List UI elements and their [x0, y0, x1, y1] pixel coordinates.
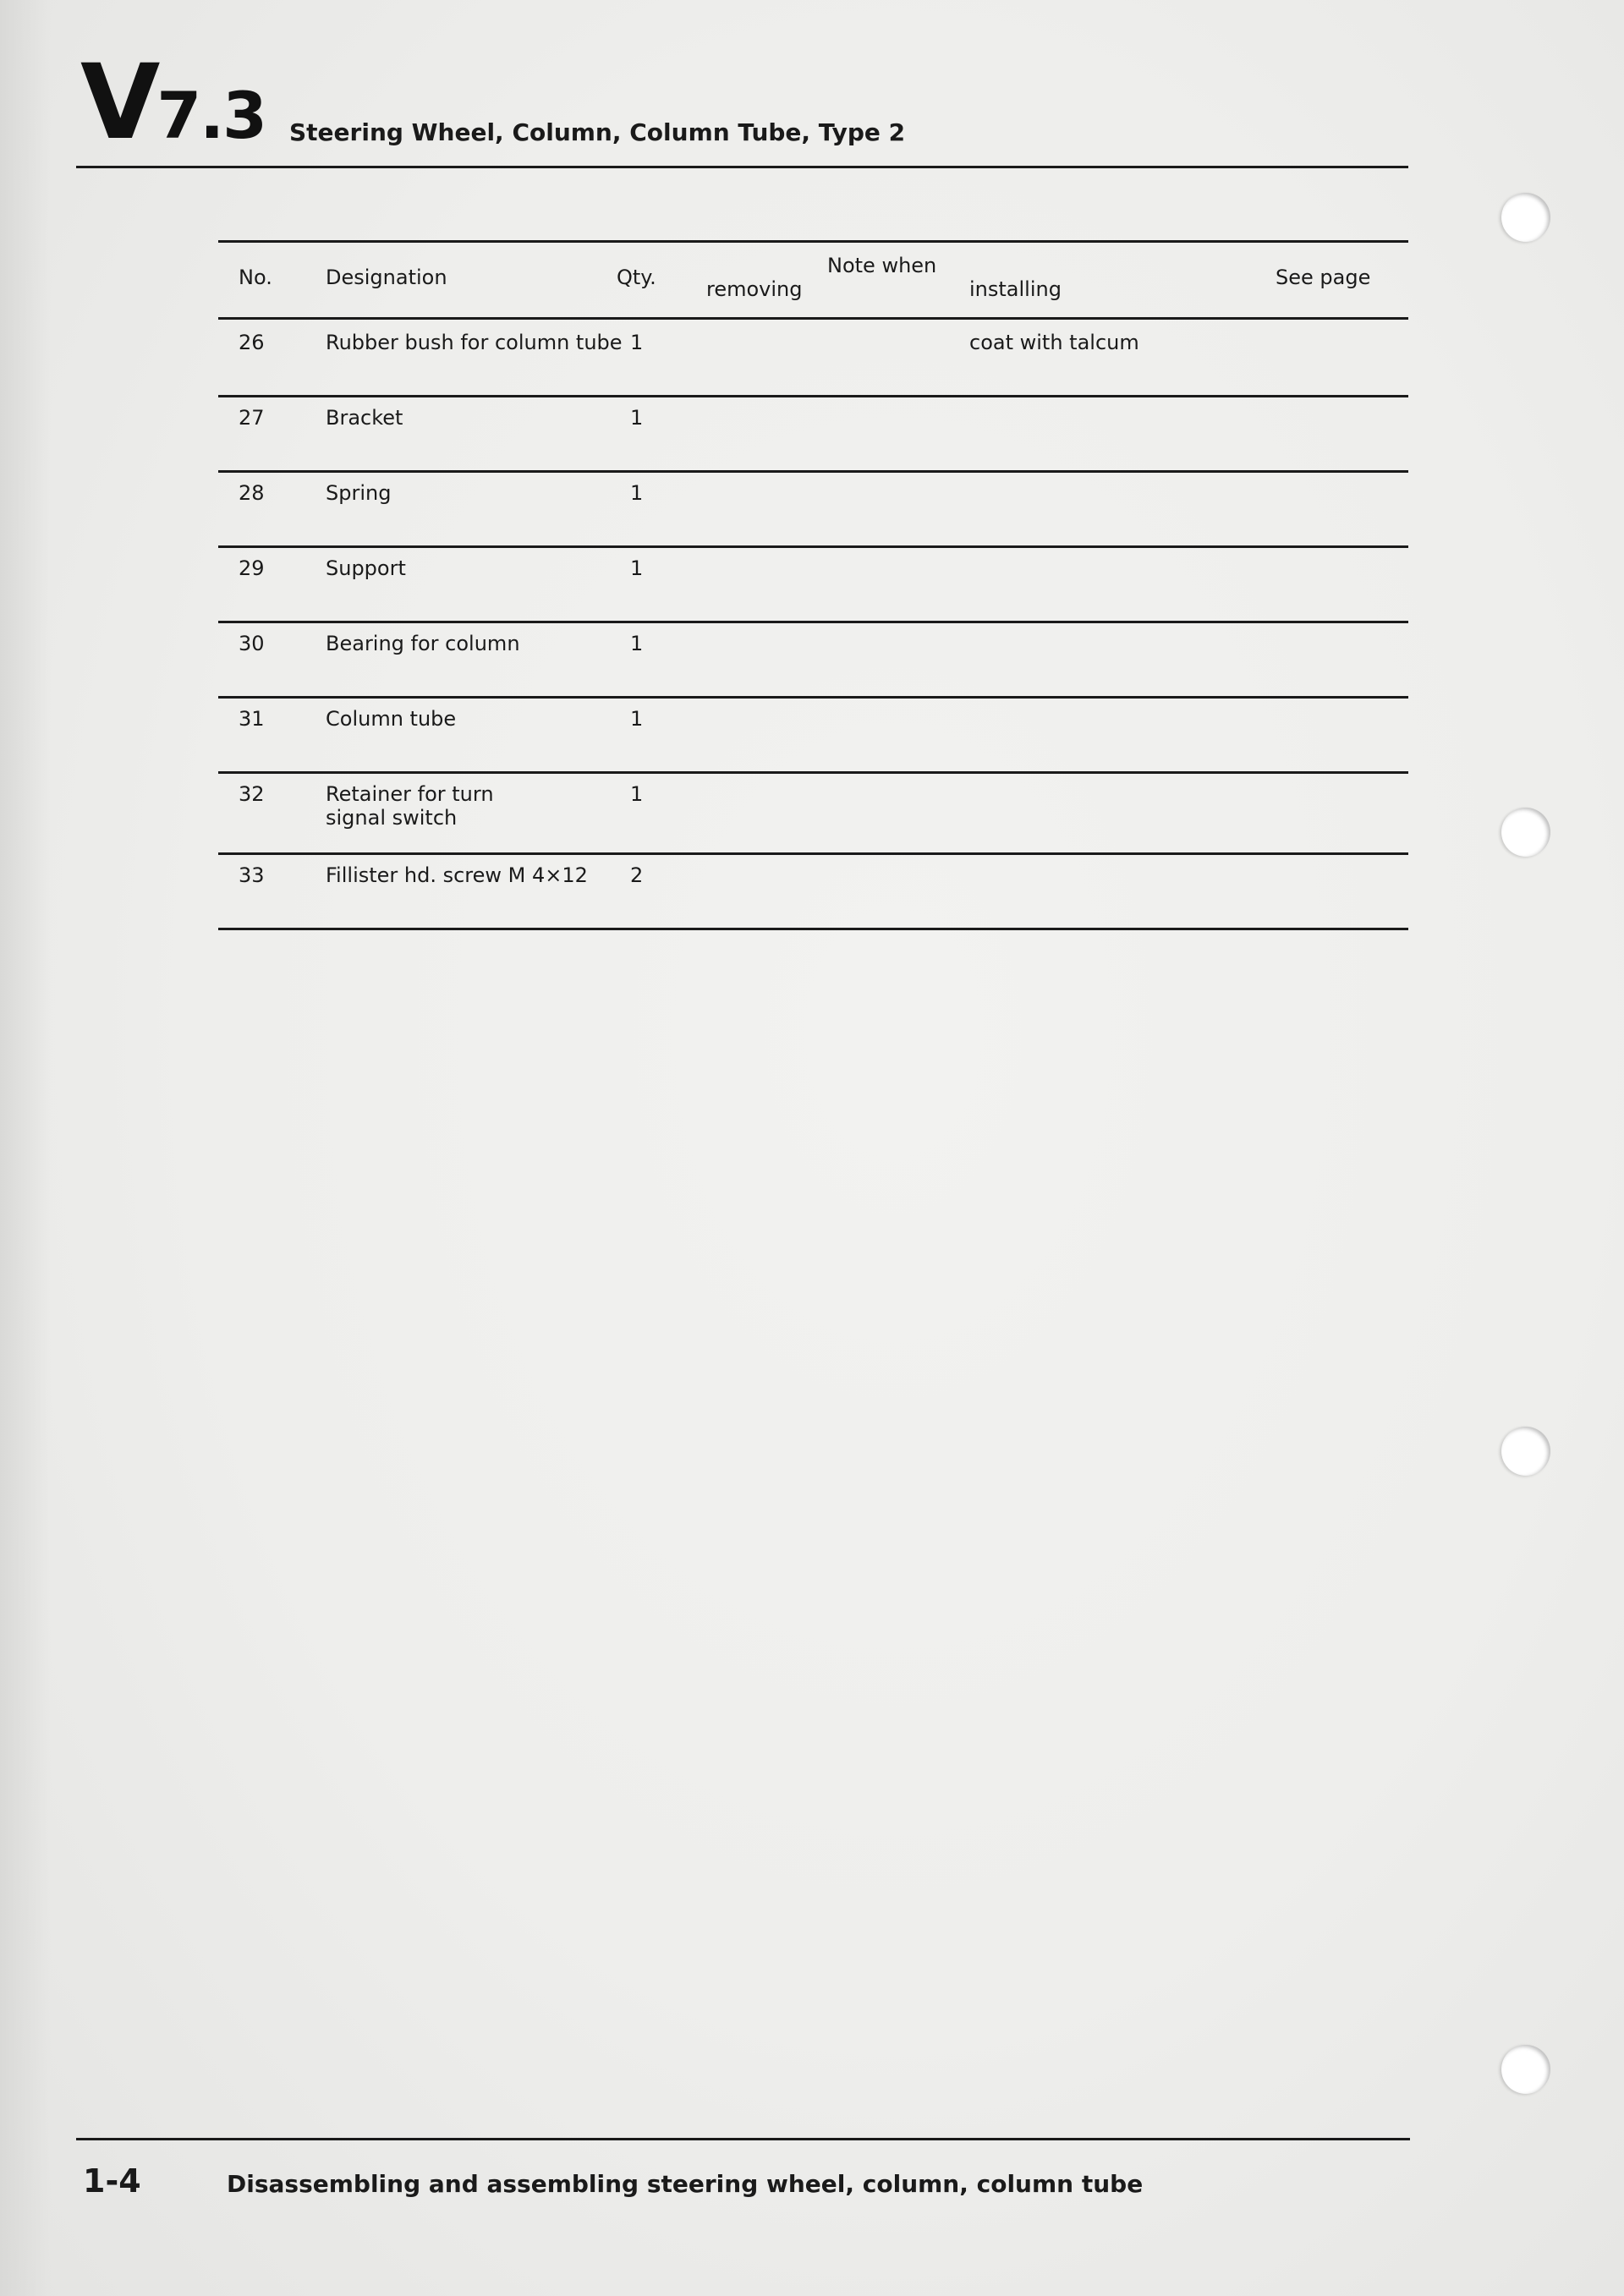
footer-divider	[76, 2138, 1410, 2140]
header-divider	[76, 166, 1408, 168]
cell-qty: 2	[630, 863, 644, 887]
cell-designation: Column tube	[326, 707, 457, 731]
cell-qty: 1	[630, 556, 644, 580]
punch-hole	[1501, 193, 1550, 242]
cell-no: 26	[239, 331, 265, 354]
row-divider	[218, 771, 1408, 774]
cell-designation: Fillister hd. screw M 4×12	[326, 863, 588, 887]
row-divider	[218, 470, 1408, 473]
cell-no: 27	[239, 406, 265, 430]
cell-no: 28	[239, 481, 265, 505]
cell-qty: 1	[630, 331, 644, 354]
punch-hole	[1501, 2045, 1550, 2094]
column-header-removing: removing	[706, 277, 803, 301]
punch-hole	[1501, 808, 1550, 857]
cell-qty: 1	[630, 481, 644, 505]
row-divider	[218, 621, 1408, 623]
cell-no: 29	[239, 556, 265, 580]
page-shading	[0, 0, 51, 2296]
cell-installing: coat with talcum	[969, 331, 1139, 354]
cell-qty: 1	[630, 406, 644, 430]
column-header-note-when: Note when	[827, 254, 937, 277]
cell-designation: Bearing for column	[326, 632, 520, 655]
page-number: 1-4	[83, 2162, 141, 2200]
column-header-installing: installing	[969, 277, 1062, 301]
footer-title: Disassembling and assembling steering wheel, column, column tube	[227, 2170, 1144, 2198]
cell-designation: Retainer for turn signal switch	[326, 782, 494, 830]
table-top-rule	[218, 240, 1408, 243]
page-title: Steering Wheel, Column, Column Tube, Type 2	[289, 118, 906, 146]
column-header-no: No.	[239, 266, 272, 289]
table-header-rule	[218, 317, 1408, 320]
cell-qty: 1	[630, 782, 644, 806]
cell-designation: Spring	[326, 481, 392, 505]
section-code-letter: V	[80, 42, 157, 162]
section-code	[80, 42, 266, 162]
row-divider	[218, 928, 1408, 930]
cell-no: 33	[239, 863, 265, 887]
cell-qty: 1	[630, 632, 644, 655]
punch-hole	[1501, 1427, 1550, 1476]
cell-no: 31	[239, 707, 265, 731]
cell-qty: 1	[630, 707, 644, 731]
row-divider	[218, 852, 1408, 855]
section-code-number: 7.3	[156, 78, 266, 153]
row-divider	[218, 545, 1408, 548]
column-header-see-page: See page	[1276, 266, 1371, 289]
row-divider	[218, 395, 1408, 397]
cell-designation: Rubber bush for column tube	[326, 331, 623, 354]
cell-designation: Bracket	[326, 406, 403, 430]
cell-no: 32	[239, 782, 265, 806]
cell-designation: Support	[326, 556, 406, 580]
column-header-qty: Qty.	[617, 266, 656, 289]
cell-no: 30	[239, 632, 265, 655]
row-divider	[218, 696, 1408, 699]
column-header-designation: Designation	[326, 266, 447, 289]
